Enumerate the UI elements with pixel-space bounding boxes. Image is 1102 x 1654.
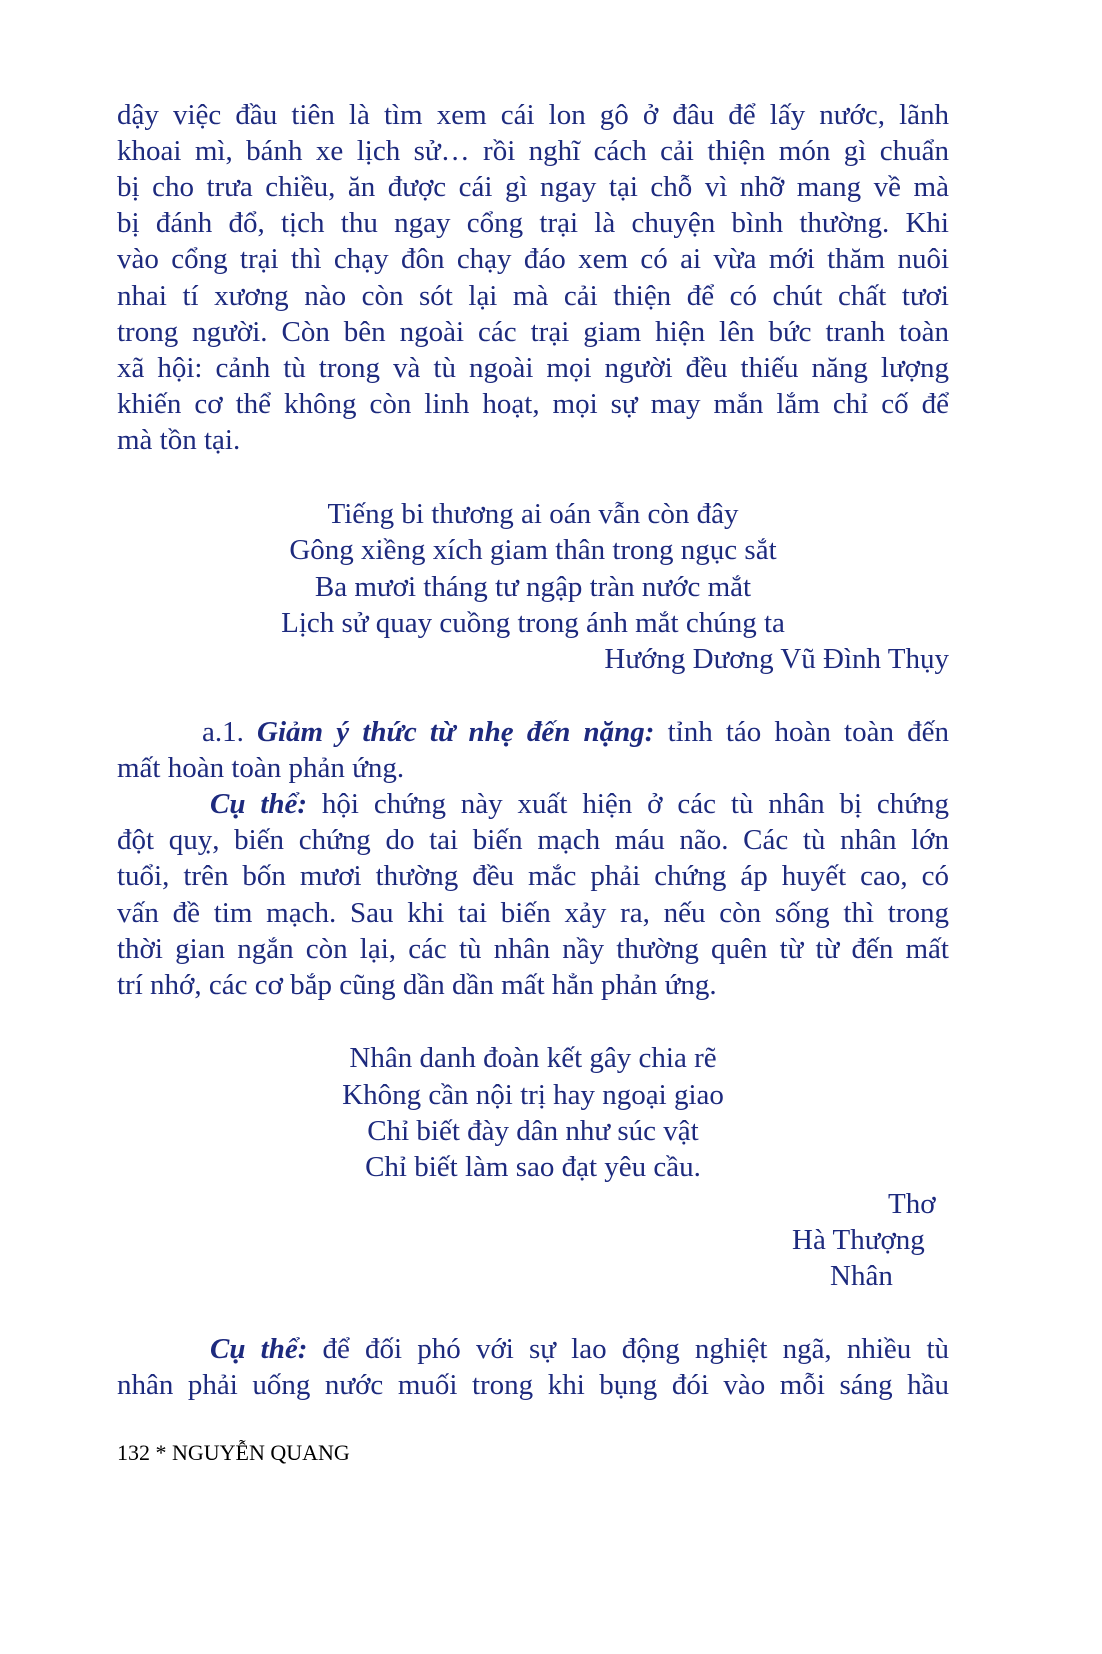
text-line: vấn đề tim mạch. Sau khi tai biến xảy ra, nếu còn sống thì trong — [117, 897, 949, 929]
text-line — [117, 786, 949, 822]
poem-line: Lịch sử quay cuồng trong ánh mắt chúng ta — [281, 607, 785, 639]
text-line: khoai mì, bánh xe lịch sử… rồi nghĩ cách cải thiện món gì chuẩn — [117, 135, 949, 167]
label-cu-the: Cụ thể: — [210, 1333, 308, 1365]
text-line: trong người. Còn bên ngoài các trại giam hiện lên bức tranh toàn — [117, 316, 949, 348]
text-line: khiến cơ thể không còn linh hoạt, mọi sự may mắn lắm chỉ cố để — [117, 388, 949, 420]
text-line: mà tồn tại. — [117, 424, 241, 456]
poem-line: Gông xiềng xích giam thân trong ngục sắt — [289, 534, 777, 566]
poem-author: Nhân — [830, 1260, 893, 1292]
poem-line: Tiếng bi thương ai oán vẫn còn đây — [327, 498, 739, 530]
section-heading-line — [117, 714, 949, 750]
poem-line: Không cần nội trị hay ngoại giao — [342, 1079, 724, 1111]
text-run: hội chứng này xuất hiện ở các tù nhân bị chứng — [307, 788, 950, 820]
text-line: bị cho trưa chiều, ăn được cái gì ngay tại chỗ vì nhỡ mang về mà — [117, 171, 949, 203]
text-line — [117, 1331, 949, 1367]
poem-line: Ba mươi tháng tư ngập tràn nước mắt — [314, 571, 752, 603]
text-line: vào cổng trại thì chạy đôn chạy đáo xem có ai vừa mới thăm nuôi — [117, 243, 949, 275]
text-line: tuổi, trên bốn mươi thường đều mắc phải chứng áp huyết cao, có — [117, 860, 949, 892]
poem-author: Hà Thượng — [792, 1224, 925, 1256]
section-heading-rest: tỉnh táo hoàn toàn đến — [654, 716, 949, 748]
text-line: xã hội: cảnh tù trong và tù ngoài mọi người đều thiếu năng lượng — [117, 352, 949, 384]
page-footer: 132 * NGUYỄN QUANG — [117, 1440, 350, 1465]
text-run: để đối phó với sự lao động nghiệt ngã, nhiều tù — [307, 1333, 949, 1365]
text-line: đột quỵ, biến chứng do tai biến mạch máu não. Các tù nhân lớn — [117, 824, 949, 856]
text-line: nhai tí xương nào còn sót lại mà cải thiện để có chút chất tươi — [117, 280, 949, 312]
poem-line: Chỉ biết đày dân như súc vật — [367, 1115, 699, 1147]
label-cu-the: Cụ thể: — [210, 788, 308, 820]
poem-author: Hướng Dương Vũ Đình Thụy — [604, 643, 949, 675]
poem-line: Nhân danh đoàn kết gây chia rẽ — [349, 1042, 717, 1074]
text-line: mất hoàn toàn phản ứng. — [117, 752, 405, 784]
text-line: trí nhớ, các cơ bắp cũng dần dần mất hẳn phản ứng. — [117, 969, 717, 1001]
text-line: nhân phải uống nước muối trong khi bụng đói vào mỗi sáng hầu — [117, 1369, 949, 1401]
section-number: a.1. — [202, 716, 258, 748]
text-line: thời gian ngắn còn lại, các tù nhân nầy thường quên từ từ đến mất — [117, 933, 949, 965]
text-line: dậy việc đầu tiên là tìm xem cái lon gô ở đâu để lấy nước, lãnh — [117, 99, 949, 131]
section-heading: Giảm ý thức từ nhẹ đến nặng: — [257, 716, 655, 748]
poem-line: Chỉ biết làm sao đạt yêu cầu. — [365, 1151, 701, 1183]
poem-author: Thơ — [888, 1188, 936, 1220]
text-line: bị đánh đổ, tịch thu ngay cổng trại là chuyện bình thường. Khi — [117, 207, 949, 239]
